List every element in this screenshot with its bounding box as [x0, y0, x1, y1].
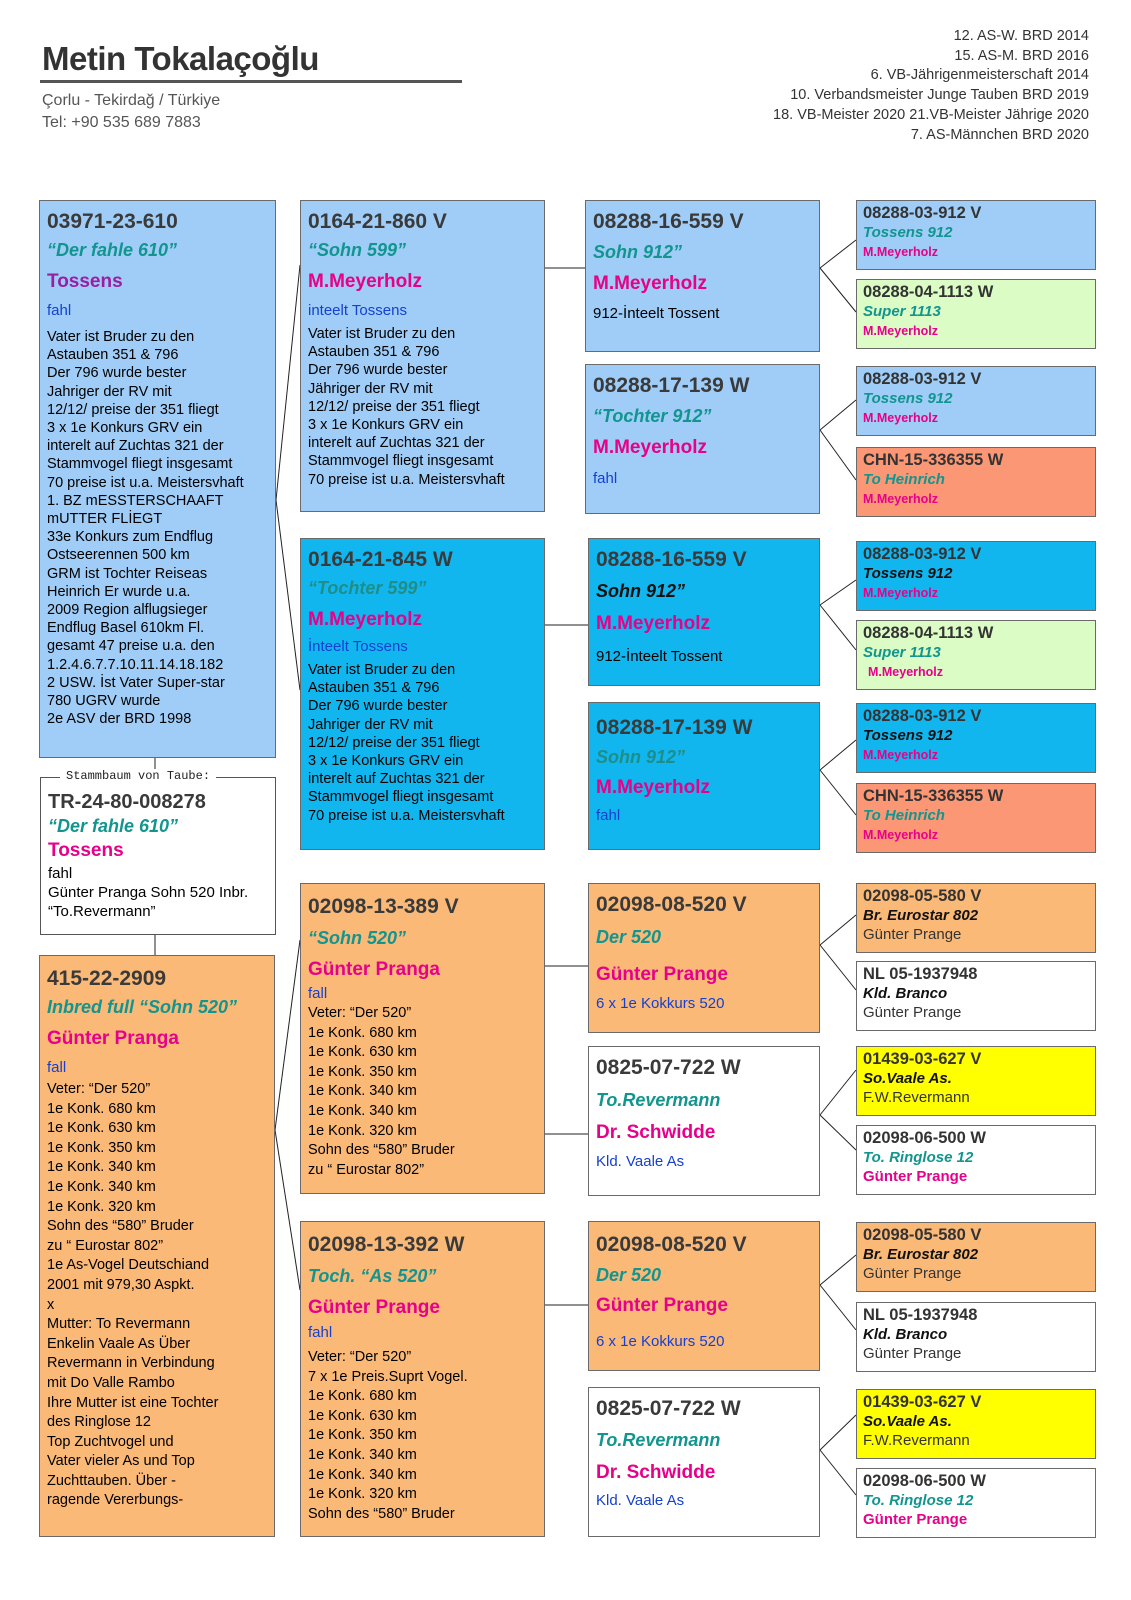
sire-desc: Astauben 351 & 796 [47, 347, 179, 364]
gggp-name: So.Vaale As. [863, 1413, 952, 1430]
dam-desc: 2001 mit 979,30 Aspkt. [47, 1276, 195, 1293]
dam-desc: Top Zuchtvogel und [47, 1433, 174, 1450]
gggp-breeder: Günter Prange [863, 1511, 968, 1528]
gp-breeder: Günter Prange [308, 1297, 440, 1318]
gggp-card [856, 783, 1096, 853]
subject-ring: TR-24-80-008278 [48, 791, 206, 813]
dam-desc: Enkelin Vaale As Über [47, 1335, 191, 1352]
subject-name: “Der fahle 610” [48, 816, 179, 836]
gp-desc: 1e Konk. 340 km [308, 1446, 417, 1463]
gggp-card [856, 447, 1096, 517]
ggp-card [588, 883, 820, 1033]
gggp-breeder: Günter Prange [863, 926, 962, 943]
gggp-card [856, 1222, 1096, 1292]
gp-desc: Jähriger der RV mit [308, 380, 433, 397]
sire-desc: 780 UGRV wurde [47, 693, 161, 710]
gp-desc: Der 796 wurde bester [308, 362, 448, 379]
owner-phone: Tel: +90 535 689 7883 [42, 114, 201, 131]
gggp-name: To Heinrich [863, 807, 945, 824]
ggp-breeder: M.Meyerholz [593, 273, 708, 294]
gggp-name: Br. Eurostar 802 [863, 907, 979, 924]
gp-desc: 3 x 1e Konkurs GRV ein [308, 753, 464, 770]
gp-color: fahl [308, 1324, 333, 1341]
gggp-breeder: Günter Prange [863, 1004, 962, 1021]
gggp-breeder: Günter Prange [863, 1345, 962, 1362]
sire-desc: 33e Konkurs zum Endflug [47, 529, 214, 546]
ggp-card [588, 1046, 820, 1196]
dam-desc: 1e Konk. 340 km [47, 1159, 156, 1176]
dam-desc: Ihre Mutter ist eine Tochter [47, 1394, 219, 1411]
gggp-breeder: M.Meyerholz [863, 586, 939, 600]
subject-desc: Günter Pranga Sohn 520 Inbr. [48, 884, 249, 901]
dam-desc: ragende Vererbungs- [47, 1492, 184, 1509]
gp-desc: 1e Konk. 680 km [308, 1388, 417, 1405]
sire-ring: 03971-23-610 [47, 210, 178, 233]
dam-desc: Vater vieler As und Top [47, 1453, 195, 1470]
gp-ring: 02098-13-389 V [308, 895, 459, 918]
ggp-card [588, 1387, 820, 1537]
ggp-ring: 08288-17-139 W [593, 374, 750, 397]
sire-color: fahl [47, 302, 72, 319]
gp-desc: Sohn des “580” Bruder [308, 1505, 455, 1522]
gggp-name: To Heinrich [863, 471, 945, 488]
gp-desc: Vater ist Bruder zu den [308, 662, 456, 678]
gp-desc: zu “ Eurostar 802” [308, 1161, 425, 1178]
owner-name: Metin Tokalaçoğlu [42, 40, 319, 77]
gp-desc: 1e Konk. 350 km [308, 1427, 417, 1444]
ggp-breeder: Günter Prange [596, 964, 728, 985]
dam-desc: 1e As-Vogel Deutschiand [47, 1257, 210, 1274]
dam-card [39, 955, 275, 1537]
dam-desc: x [47, 1296, 55, 1313]
sire-desc: 2009 Region alflugsieger [47, 602, 208, 619]
gggp-name: Super 1113 [863, 644, 941, 661]
gp-desc: Stammvogel fliegt insgesamt [308, 789, 494, 806]
gggp-ring: 08288-03-912 V [863, 707, 982, 725]
gp-desc: interelt auf Zuchtas 321 der [308, 771, 485, 788]
gggp-card [856, 703, 1096, 773]
gggp-ring: 08288-03-912 V [863, 204, 982, 222]
sire-desc: 2 USW. İst Vater Super-star [47, 674, 225, 691]
sire-name: “Der fahle 610” [47, 240, 178, 260]
sire-desc: Endflug Basel 610km Fl. [47, 620, 205, 637]
ggp-info: 912-İnteelt Tossent [596, 648, 723, 665]
dam-desc: 1e Konk. 630 km [47, 1120, 156, 1137]
subject-card [40, 777, 276, 935]
gp-desc: 7 x 1e Preis.Suprt Vogel. [308, 1368, 468, 1385]
gp-desc: Sohn des “580” Bruder [308, 1142, 455, 1159]
grandparent-card-2 [300, 538, 545, 850]
ggp-ring: 02098-08-520 V [596, 893, 747, 916]
ggp-breeder: M.Meyerholz [596, 613, 711, 634]
subject-desc: “To.Revermann” [48, 903, 156, 920]
gp-ring: 0164-21-860 V [308, 210, 447, 233]
gggp-breeder: M.Meyerholz [863, 492, 939, 506]
gggp-card [856, 883, 1096, 953]
achievement: 15. AS-M. BRD 2016 [954, 47, 1089, 64]
ggp-breeder: M.Meyerholz [593, 437, 708, 458]
gggp-breeder: M.Meyerholz [868, 665, 944, 679]
ggp-name: To.Revermann [596, 1090, 721, 1110]
achievement: 7. AS-Männchen BRD 2020 [910, 126, 1089, 143]
gggp-ring: CHN-15-336355 W [863, 787, 1004, 805]
gggp-ring: 02098-05-580 V [863, 887, 982, 905]
sire-desc: Heinrich Er wurde u.a. [47, 583, 191, 600]
gp-desc: 1e Konk. 630 km [308, 1407, 417, 1424]
gggp-name: Tossens 912 [863, 224, 953, 241]
dam-desc: Revermann in Verbindung [47, 1355, 215, 1372]
gp-desc: 1e Konk. 350 km [308, 1063, 417, 1080]
gp-desc: Jahriger der RV mit [308, 716, 433, 733]
dam-ring: 415-22-2909 [47, 967, 167, 990]
ggp-ring: 02098-08-520 V [596, 1233, 747, 1256]
ggp-name: Sohn 912” [596, 581, 686, 601]
gp-name: “Sohn 520” [308, 928, 407, 948]
ggp-info: fahl [596, 807, 621, 824]
gp-desc: Astauben 351 & 796 [308, 344, 440, 361]
dam-desc: Mutter: To Revermann [47, 1316, 191, 1333]
gggp-card [856, 1125, 1096, 1195]
gggp-name: Tossens 912 [863, 390, 953, 407]
gp-breeder: Günter Pranga [308, 959, 440, 980]
gggp-breeder: M.Meyerholz [863, 245, 939, 259]
gggp-breeder: M.Meyerholz [863, 411, 939, 425]
ggp-breeder: Dr. Schwidde [596, 1122, 716, 1143]
sire-desc: gesamt 47 preise u.a. den [47, 638, 215, 655]
subject-breeder: Tossens [48, 840, 124, 861]
gggp-ring: 08288-04-1113 W [863, 624, 994, 642]
achievement: 18. VB-Meister 2020 21.VB-Meister Jährige 2020 [773, 106, 1089, 123]
gggp-card [856, 366, 1096, 436]
ggp-info: Kld. Vaale As [596, 1492, 685, 1509]
gp-ring: 0164-21-845 W [308, 548, 453, 571]
gp-desc: 12/12/ preise der 351 fliegt [308, 734, 480, 751]
gp-desc: 1e Konk. 630 km [308, 1044, 417, 1061]
gggp-ring: NL 05-1937948 [863, 965, 978, 983]
ggp-info: 6 x 1e Kokkurs 520 [596, 995, 725, 1012]
gp-desc: 70 preise ist u.a. Meistersvhaft [308, 807, 505, 824]
ggp-info: fahl [593, 470, 618, 487]
gggp-ring: 08288-04-1113 W [863, 283, 994, 301]
gggp-card [856, 1389, 1096, 1459]
gp-desc: Der 796 wurde bester [308, 698, 448, 715]
ggp-card [585, 200, 820, 352]
gp-desc: Stammvogel fliegt insgesamt [308, 453, 494, 470]
gp-breeder: M.Meyerholz [308, 609, 423, 630]
gggp-card [856, 1468, 1096, 1538]
gp-ring: 02098-13-392 W [308, 1233, 465, 1256]
grandparent-card-3 [300, 883, 545, 1194]
dam-desc: 1e Konk. 320 km [47, 1198, 156, 1215]
gggp-breeder: Günter Prange [863, 1265, 962, 1282]
ggp-ring: 08288-16-559 V [596, 548, 747, 571]
dam-desc: 1e Konk. 340 km [47, 1178, 156, 1195]
ggp-ring: 0825-07-722 W [596, 1397, 741, 1420]
gp-desc: 1e Konk. 340 km [308, 1466, 417, 1483]
sire-desc: 12/12/ preise der 351 fliegt [47, 401, 219, 418]
dam-breeder: Günter Pranga [47, 1028, 179, 1049]
gp-breeder: M.Meyerholz [308, 271, 423, 292]
gp-desc: 1e Konk. 340 km [308, 1102, 417, 1119]
gggp-ring: 01439-03-627 V [863, 1050, 982, 1068]
sire-card [39, 200, 276, 758]
sire-desc: 1.2.4.6.7.7.10.11.14.18.182 [47, 656, 224, 673]
sire-desc: GRM ist Tochter Reiseas [47, 565, 208, 582]
grandparent-card-1 [300, 200, 545, 512]
sire-desc: 1. BZ mESSTERSCHAAFT [47, 492, 224, 509]
gggp-breeder: M.Meyerholz [863, 748, 939, 762]
gp-desc: 1e Konk. 680 km [308, 1024, 417, 1041]
sire-desc: 70 preise ist u.a. Meistersvhaft [47, 474, 244, 491]
gp-desc: 1e Konk. 340 km [308, 1083, 417, 1100]
ggp-breeder: Dr. Schwidde [596, 1462, 716, 1483]
achievement: 6. VB-Jährigenmeisterschaft 2014 [870, 67, 1089, 84]
gggp-ring: 01439-03-627 V [863, 1393, 982, 1411]
gp-name: Toch. “As 520” [308, 1266, 437, 1286]
gp-desc: 70 preise ist u.a. Meistersvhaft [308, 471, 505, 488]
gggp-breeder: M.Meyerholz [863, 828, 939, 842]
ggp-breeder: Günter Prange [596, 1295, 728, 1316]
ggp-breeder: M.Meyerholz [596, 777, 711, 798]
gggp-card [856, 961, 1096, 1031]
gggp-ring: 02098-06-500 W [863, 1129, 986, 1147]
sire-desc: Jahriger der RV mit [47, 383, 172, 400]
ggp-info: 912-İnteelt Tossent [593, 305, 720, 322]
ggp-card [588, 702, 820, 850]
gp-desc: Veter: “Der 520” [308, 1005, 412, 1021]
sire-desc: Vater ist Bruder zu den [47, 329, 195, 345]
gggp-ring: 08288-03-912 V [863, 545, 982, 563]
ggp-ring: 0825-07-722 W [596, 1056, 741, 1079]
dam-desc: 1e Konk. 680 km [47, 1100, 156, 1117]
gggp-card [856, 279, 1096, 349]
gggp-card [856, 1302, 1096, 1372]
ggp-card [588, 538, 820, 686]
gp-color: İnteelt Tossens [308, 638, 408, 655]
ggp-info: Kld. Vaale As [596, 1153, 685, 1170]
gggp-ring: NL 05-1937948 [863, 1306, 978, 1324]
gggp-breeder: Günter Prange [863, 1168, 968, 1185]
gggp-name: To. Ringlose 12 [863, 1492, 974, 1509]
gp-desc: 3 x 1e Konkurs GRV ein [308, 417, 464, 434]
ggp-name: Der 520 [596, 927, 662, 947]
dam-desc: Sohn des “580” Bruder [47, 1218, 194, 1235]
sire-desc: Ostseerennen 500 km [47, 547, 190, 564]
ggp-ring: 08288-17-139 W [596, 716, 753, 739]
gggp-name: Kld. Branco [863, 1326, 948, 1343]
gggp-ring: CHN-15-336355 W [863, 451, 1004, 469]
grandparent-card-4 [300, 1221, 545, 1537]
gp-desc: 1e Konk. 320 km [308, 1122, 417, 1139]
sire-desc: 3 x 1e Konkurs GRV ein [47, 420, 203, 437]
gp-desc: Vater ist Bruder zu den [308, 326, 456, 342]
ggp-card [585, 364, 820, 514]
sire-desc: interelt auf Zuchtas 321 der [47, 438, 224, 455]
gggp-card [856, 200, 1096, 270]
dam-name: Inbred full “Sohn 520” [47, 997, 238, 1017]
ggp-name: Sohn 912” [593, 242, 683, 262]
gp-name: “Sohn 599” [308, 240, 407, 260]
pedigree-title: Stammbaum von Taube: [60, 769, 216, 783]
gggp-breeder: F.W.Revermann [863, 1432, 970, 1449]
gggp-ring: 02098-05-580 V [863, 1226, 982, 1244]
sire-desc: Stammvogel fliegt insgesamt [47, 456, 233, 473]
gp-desc: 1e Konk. 320 km [308, 1486, 417, 1503]
dam-color: fall [47, 1059, 67, 1076]
gggp-card [856, 620, 1096, 690]
gggp-name: To. Ringlose 12 [863, 1149, 974, 1166]
dam-desc: zu “ Eurostar 802” [47, 1237, 164, 1254]
dam-desc: Zuchttauben. Über - [47, 1472, 176, 1489]
dam-desc: des Ringlose 12 [47, 1414, 151, 1431]
gggp-ring: 08288-03-912 V [863, 370, 982, 388]
gggp-name: Kld. Branco [863, 985, 948, 1002]
sire-desc: Der 796 wurde bester [47, 365, 187, 382]
gggp-name: Br. Eurostar 802 [863, 1246, 979, 1263]
sire-breeder: Tossens [47, 271, 123, 292]
gggp-card [856, 1046, 1096, 1116]
gp-name: “Tochter 599” [308, 578, 427, 598]
ggp-ring: 08288-16-559 V [593, 210, 744, 233]
dam-desc: 1e Konk. 350 km [47, 1139, 156, 1156]
gp-desc: Astauben 351 & 796 [308, 680, 440, 697]
ggp-info: 6 x 1e Kokkurs 520 [596, 1333, 725, 1350]
gp-color: fall [308, 985, 328, 1002]
owner-location: Çorlu - Tekirdağ / Türkiye [42, 92, 221, 109]
gggp-name: Tossens 912 [863, 727, 953, 744]
ggp-name: “Tochter 912” [593, 406, 712, 426]
sire-desc: 2e ASV der BRD 1998 [47, 711, 192, 728]
ggp-name: To.Revermann [596, 1430, 721, 1450]
gggp-name: So.Vaale As. [863, 1070, 952, 1087]
gp-desc: 12/12/ preise der 351 fliegt [308, 398, 480, 415]
sire-desc: mUTTER FLİEGT [47, 511, 163, 528]
achievement: 12. AS-W. BRD 2014 [953, 28, 1089, 44]
dam-desc: mit Do Valle Rambo [47, 1374, 175, 1391]
subject-color: fahl [48, 865, 73, 882]
gggp-name: Super 1113 [863, 303, 941, 320]
gggp-name: Tossens 912 [863, 565, 953, 582]
achievement: 10. Verbandsmeister Junge Tauben BRD 2019 [790, 87, 1089, 104]
gp-desc: Veter: “Der 520” [308, 1349, 412, 1365]
gggp-card [856, 541, 1096, 611]
gggp-ring: 02098-06-500 W [863, 1472, 986, 1490]
ggp-name: Sohn 912” [596, 747, 686, 767]
ggp-card [588, 1221, 820, 1371]
dam-desc: Veter: “Der 520” [47, 1081, 151, 1097]
gggp-breeder: F.W.Revermann [863, 1089, 970, 1106]
gp-color: inteelt Tossens [308, 302, 407, 319]
ggp-name: Der 520 [596, 1265, 662, 1285]
gp-desc: interelt auf Zuchtas 321 der [308, 435, 485, 452]
gggp-breeder: M.Meyerholz [863, 324, 939, 338]
